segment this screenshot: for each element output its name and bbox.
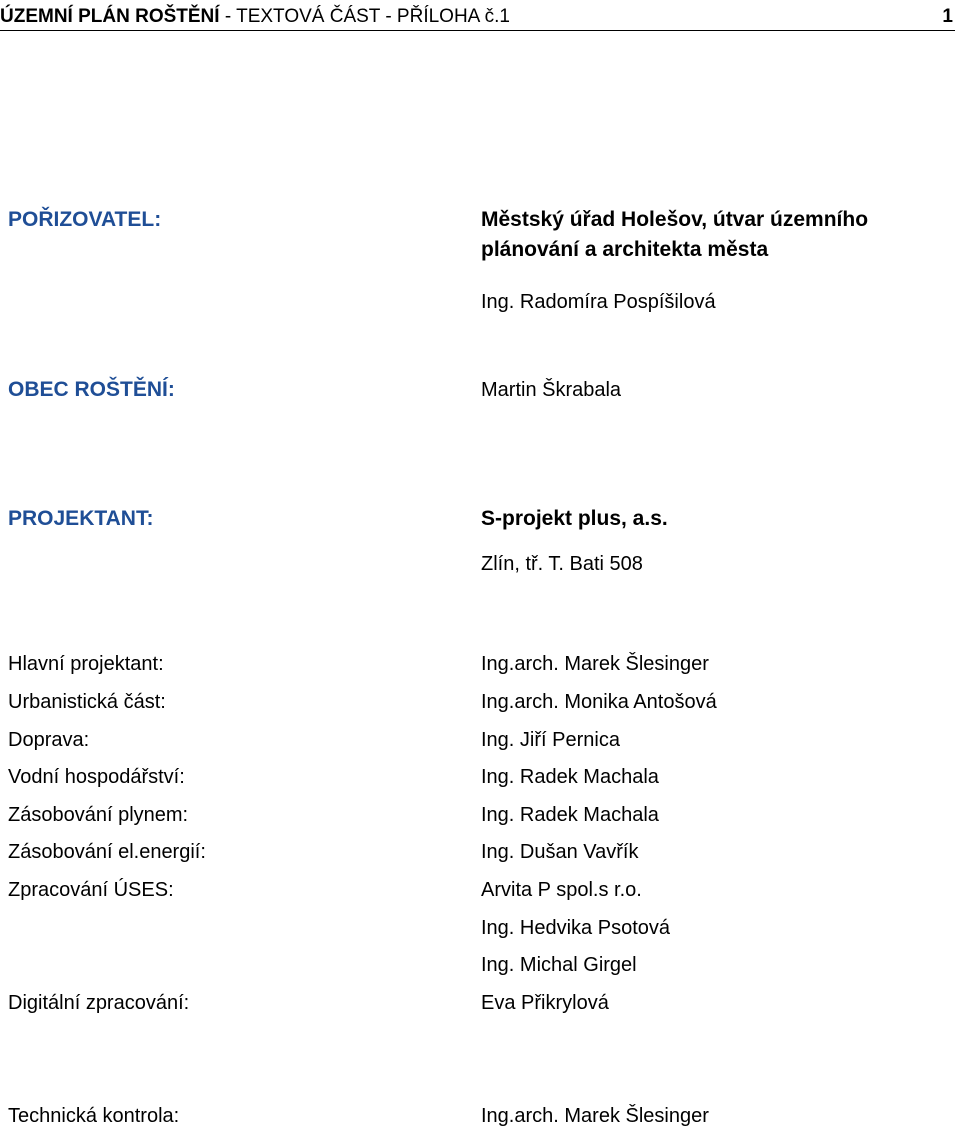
name-zasobovani-energii: Ing. Dušan Vavřík <box>481 841 639 863</box>
role-digitalni-zpracovani: Digitální zpracování: <box>8 992 190 1014</box>
document-title: ÚZEMNÍ PLÁN ROŠTĚNÍ <box>0 6 220 27</box>
name-zpracovani-uses-1: Ing. Hedvika Psotová <box>481 917 670 939</box>
obec-label: OBEC ROŠTĚNÍ: <box>8 378 175 401</box>
name-vodni-hospodarstvi: Ing. Radek Machala <box>481 766 659 788</box>
role-zpracovani-uses: Zpracování ÚSES: <box>8 879 174 901</box>
projektant-address: Zlín, tř. T. Bati 508 <box>481 553 643 575</box>
role-urbanisticka-cast: Urbanistická část: <box>8 691 166 713</box>
document-subtitle: - TEXTOVÁ ČÁST - PŘÍLOHA č.1 <box>219 6 510 27</box>
projektant-company: S-projekt plus, a.s. <box>481 507 668 530</box>
name-hlavni-projektant: Ing.arch. Marek Šlesinger <box>481 653 709 675</box>
name-digitalni-zpracovani: Eva Přikrylová <box>481 992 609 1014</box>
kontrola-person: Ing.arch. Marek Šlesinger <box>481 1105 709 1127</box>
name-zpracovani-uses-firma: Arvita P spol.s r.o. <box>481 879 642 901</box>
porizovatel-office-line1: Městský úřad Holešov, útvar územního <box>481 208 869 231</box>
porizovatel-office-line2: plánování a architekta města <box>481 238 769 261</box>
role-vodni-hospodarstvi: Vodní hospodářství: <box>8 766 185 788</box>
name-urbanisticka-cast: Ing.arch. Monika Antošová <box>481 691 717 713</box>
porizovatel-person: Ing. Radomíra Pospíšilová <box>481 291 716 313</box>
name-zpracovani-uses-2: Ing. Michal Girgel <box>481 954 637 976</box>
role-doprava: Doprava: <box>8 729 90 751</box>
kontrola-label: Technická kontrola: <box>8 1105 180 1127</box>
name-zasobovani-plynem: Ing. Radek Machala <box>481 804 659 826</box>
role-zasobovani-energii: Zásobování el.energií: <box>8 841 206 863</box>
name-doprava: Ing. Jiří Pernica <box>481 729 620 751</box>
projektant-label: PROJEKTANT: <box>8 507 154 530</box>
role-hlavni-projektant: Hlavní projektant: <box>8 653 164 675</box>
page-number: 1 <box>942 6 953 27</box>
porizovatel-label: POŘIZOVATEL: <box>8 208 162 231</box>
obec-person: Martin Škrabala <box>481 379 622 401</box>
role-zasobovani-plynem: Zásobování plynem: <box>8 804 189 826</box>
page-header <box>0 4 955 31</box>
